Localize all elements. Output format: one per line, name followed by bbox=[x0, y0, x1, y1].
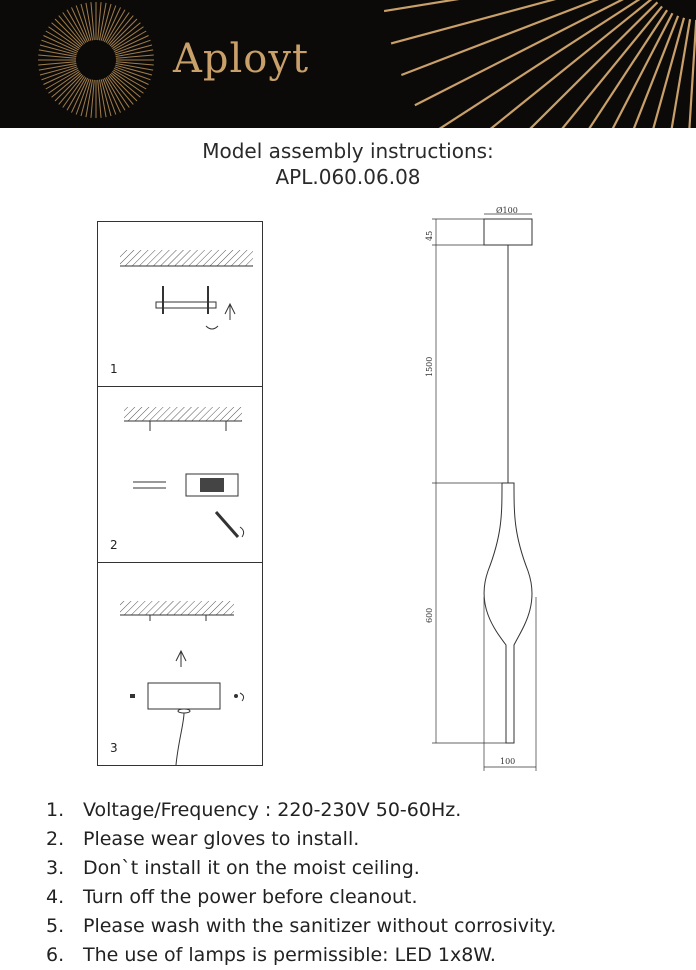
canopy-attach-icon bbox=[98, 563, 262, 765]
sunburst-logo-icon bbox=[0, 0, 696, 128]
lamp-body bbox=[484, 483, 532, 743]
header-banner bbox=[0, 0, 696, 128]
assembly-step-2 bbox=[98, 387, 262, 563]
assembly-steps-panel bbox=[97, 221, 263, 766]
notes-list bbox=[46, 796, 686, 970]
step-number: 1 bbox=[110, 362, 118, 376]
cable-length-label: 1500 bbox=[425, 356, 434, 377]
list-item: 3. Don`t install it on the moist ceiling. bbox=[46, 857, 420, 879]
canopy-outline bbox=[484, 219, 532, 245]
model-number: APL.060.06.08 bbox=[275, 165, 421, 189]
ceiling-mount-bracket-icon bbox=[98, 222, 262, 387]
list-item: 5. Please wash with the sanitizer without corrosivity. bbox=[46, 915, 557, 937]
list-item: 4. Turn off the power before cleanout. bbox=[46, 886, 418, 908]
canopy-height-label: 45 bbox=[425, 230, 434, 241]
canopy-diameter-label: Ø100 bbox=[496, 206, 518, 215]
step-number: 3 bbox=[110, 741, 118, 755]
page-title: Model assembly instructions: bbox=[202, 139, 494, 163]
assembly-step-1 bbox=[98, 222, 262, 387]
list-item: 6. The use of lamps is permissible: LED 1x8W. bbox=[46, 944, 496, 966]
technical-drawing bbox=[410, 205, 580, 780]
list-item: 1. Voltage/Frequency : 220-230V 50-60Hz. bbox=[46, 799, 462, 821]
lamp-length-label: 600 bbox=[425, 607, 434, 623]
step-number: 2 bbox=[110, 538, 118, 552]
list-item: 2. Please wear gloves to install. bbox=[46, 828, 360, 850]
lamp-width-label: 100 bbox=[500, 757, 516, 766]
wire-connection-icon bbox=[98, 387, 262, 563]
assembly-step-3 bbox=[98, 563, 262, 765]
brand-name: Aployt bbox=[173, 36, 310, 82]
